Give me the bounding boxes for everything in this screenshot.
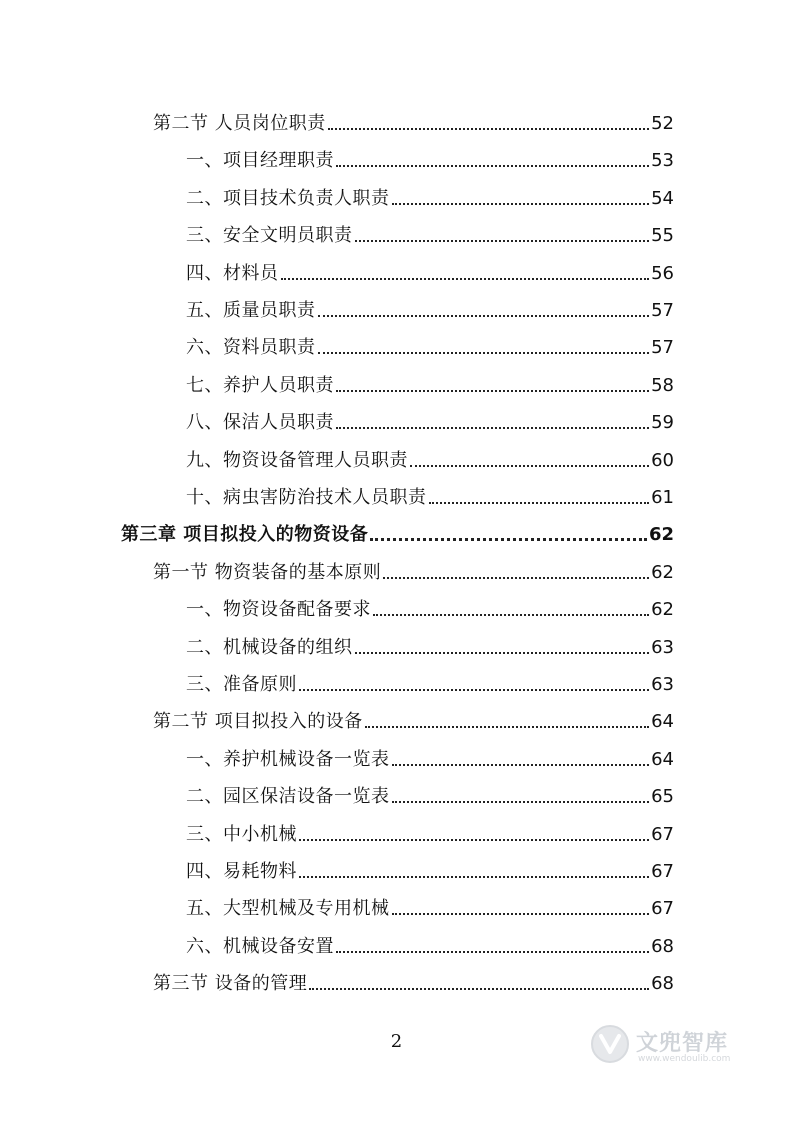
- toc-dot-leader: [392, 913, 650, 915]
- toc-entry-label: 三、中小机械: [186, 823, 297, 845]
- page-number: 2: [390, 1031, 403, 1052]
- toc-entry-page: 67: [651, 861, 674, 882]
- toc-dot-leader: [392, 203, 650, 205]
- toc-entry-label: 五、大型机械及专用机械: [186, 898, 390, 920]
- toc-entry-label: 七、养护人员职责: [186, 374, 334, 396]
- toc-entry-page: 64: [651, 711, 674, 733]
- toc-dot-leader: [336, 427, 649, 429]
- toc-entry-label: 一、物资设备配备要求: [186, 599, 371, 621]
- toc-entry-label: 八、保洁人员职责: [186, 412, 334, 434]
- wendou-logo-icon: [590, 1024, 630, 1064]
- toc-dot-leader: [336, 951, 649, 953]
- toc-entry[interactable]: [186, 142, 674, 172]
- toc-entry-label: 三、准备原则: [186, 674, 297, 695]
- toc-dot-leader: [392, 801, 650, 803]
- toc-dot-leader: [299, 689, 649, 691]
- toc-entry[interactable]: [186, 255, 674, 285]
- toc-entry[interactable]: [153, 703, 674, 733]
- toc-entry[interactable]: [186, 890, 674, 920]
- toc-entry[interactable]: [186, 741, 674, 771]
- toc-entry-label: 九、物资设备管理人员职责: [186, 449, 408, 471]
- toc-entry-page: 60: [651, 449, 674, 471]
- toc-entry[interactable]: [186, 442, 674, 472]
- toc-entry-label: 二、园区保洁设备一览表: [186, 786, 390, 808]
- toc-entry-label: 一、项目经理职责: [186, 150, 334, 172]
- toc-dot-leader: [365, 726, 649, 728]
- toc-entry[interactable]: [186, 292, 674, 322]
- toc-entry-label: 第三节 设备的管理: [153, 973, 308, 995]
- toc-dot-leader: [410, 465, 649, 467]
- toc-entry-page: 63: [651, 636, 674, 658]
- toc-dot-leader: [355, 240, 650, 242]
- toc-entry-label: 六、资料员职责: [186, 337, 316, 359]
- toc-entry-page: 68: [651, 973, 674, 995]
- toc-entry-page: 68: [651, 935, 674, 957]
- toc-dot-leader: [318, 352, 650, 354]
- toc-entry[interactable]: [186, 329, 674, 359]
- toc-entry-label: 三、安全文明员职责: [186, 225, 353, 247]
- toc-entry-label: 第二节 项目拟投入的设备: [153, 711, 363, 733]
- toc-dot-leader: [299, 839, 649, 841]
- toc-entry[interactable]: [186, 928, 674, 958]
- toc-dot-leader: [309, 988, 649, 990]
- toc-entry-label: 五、质量员职责: [186, 300, 316, 321]
- toc-entry[interactable]: [121, 516, 674, 546]
- toc-entry-label: 四、易耗物料: [186, 861, 297, 882]
- watermark-brand: 文兜智库: [636, 1031, 729, 1056]
- toc-entry-page: 57: [651, 300, 674, 321]
- toc-entry-page: 62: [651, 599, 674, 621]
- toc-entry-label: 四、材料员: [186, 262, 279, 284]
- toc-entry-page: 56: [651, 262, 674, 284]
- toc-entry-page: 63: [651, 674, 674, 695]
- toc-entry-page: 52: [651, 113, 674, 134]
- toc-entry[interactable]: [186, 479, 674, 509]
- watermark-url: www.wendoulib.com: [638, 1054, 731, 1064]
- toc-entry-page: 67: [651, 898, 674, 920]
- toc-entry-label: 二、项目技术负责人职责: [186, 187, 390, 209]
- toc-dot-leader: [336, 165, 649, 167]
- toc-dot-leader: [370, 538, 647, 541]
- toc-entry-page: 64: [651, 748, 674, 770]
- toc-dot-leader: [336, 390, 649, 392]
- toc-dot-leader: [281, 278, 650, 280]
- toc-entry-page: 65: [651, 786, 674, 808]
- toc-entry-page: 57: [651, 337, 674, 359]
- toc-dot-leader: [429, 502, 650, 504]
- toc-entry[interactable]: [153, 965, 674, 995]
- toc-entry[interactable]: [186, 778, 674, 808]
- toc-entry[interactable]: [186, 367, 674, 397]
- toc-entry[interactable]: [186, 666, 674, 696]
- toc-entry[interactable]: [153, 554, 674, 584]
- toc-entry-page: 59: [651, 412, 674, 434]
- toc-entry[interactable]: [186, 629, 674, 659]
- toc-entry-label: 第三章 项目拟投入的物资设备: [121, 524, 369, 546]
- toc-entry-label: 二、机械设备的组织: [186, 636, 353, 658]
- toc-dot-leader: [318, 315, 650, 317]
- toc-entry-page: 62: [651, 561, 674, 583]
- toc-entry-label: 一、养护机械设备一览表: [186, 748, 390, 770]
- toc-entry-page: 61: [651, 487, 674, 508]
- toc-entry-label: 第一节 物资装备的基本原则: [153, 561, 382, 583]
- toc-entry[interactable]: [186, 591, 674, 621]
- toc-dot-leader: [392, 764, 650, 766]
- toc-entry-label: 六、机械设备安置: [186, 935, 334, 957]
- toc-entry-label: 第二节 人员岗位职责: [153, 113, 326, 134]
- toc-entry-page: 55: [651, 225, 674, 247]
- toc-entry-page: 58: [651, 374, 674, 396]
- toc-entry[interactable]: [186, 217, 674, 247]
- toc-entry-page: 67: [651, 823, 674, 845]
- watermark: [590, 1020, 760, 1080]
- toc-dot-leader: [373, 614, 649, 616]
- toc-entry[interactable]: [186, 853, 674, 883]
- toc-entry[interactable]: [186, 404, 674, 434]
- toc-dot-leader: [383, 577, 649, 579]
- toc-entry[interactable]: [186, 816, 674, 846]
- toc-dot-leader: [299, 876, 649, 878]
- toc-entry[interactable]: [186, 180, 674, 210]
- toc-entry-page: 53: [651, 150, 674, 172]
- toc-dot-leader: [328, 128, 649, 130]
- toc-dot-leader: [355, 652, 650, 654]
- toc-entry[interactable]: [153, 105, 674, 135]
- toc-entry-page: 62: [648, 524, 674, 546]
- toc-entry-page: 54: [651, 187, 674, 209]
- toc-entry-label: 十、病虫害防治技术人员职责: [186, 487, 427, 508]
